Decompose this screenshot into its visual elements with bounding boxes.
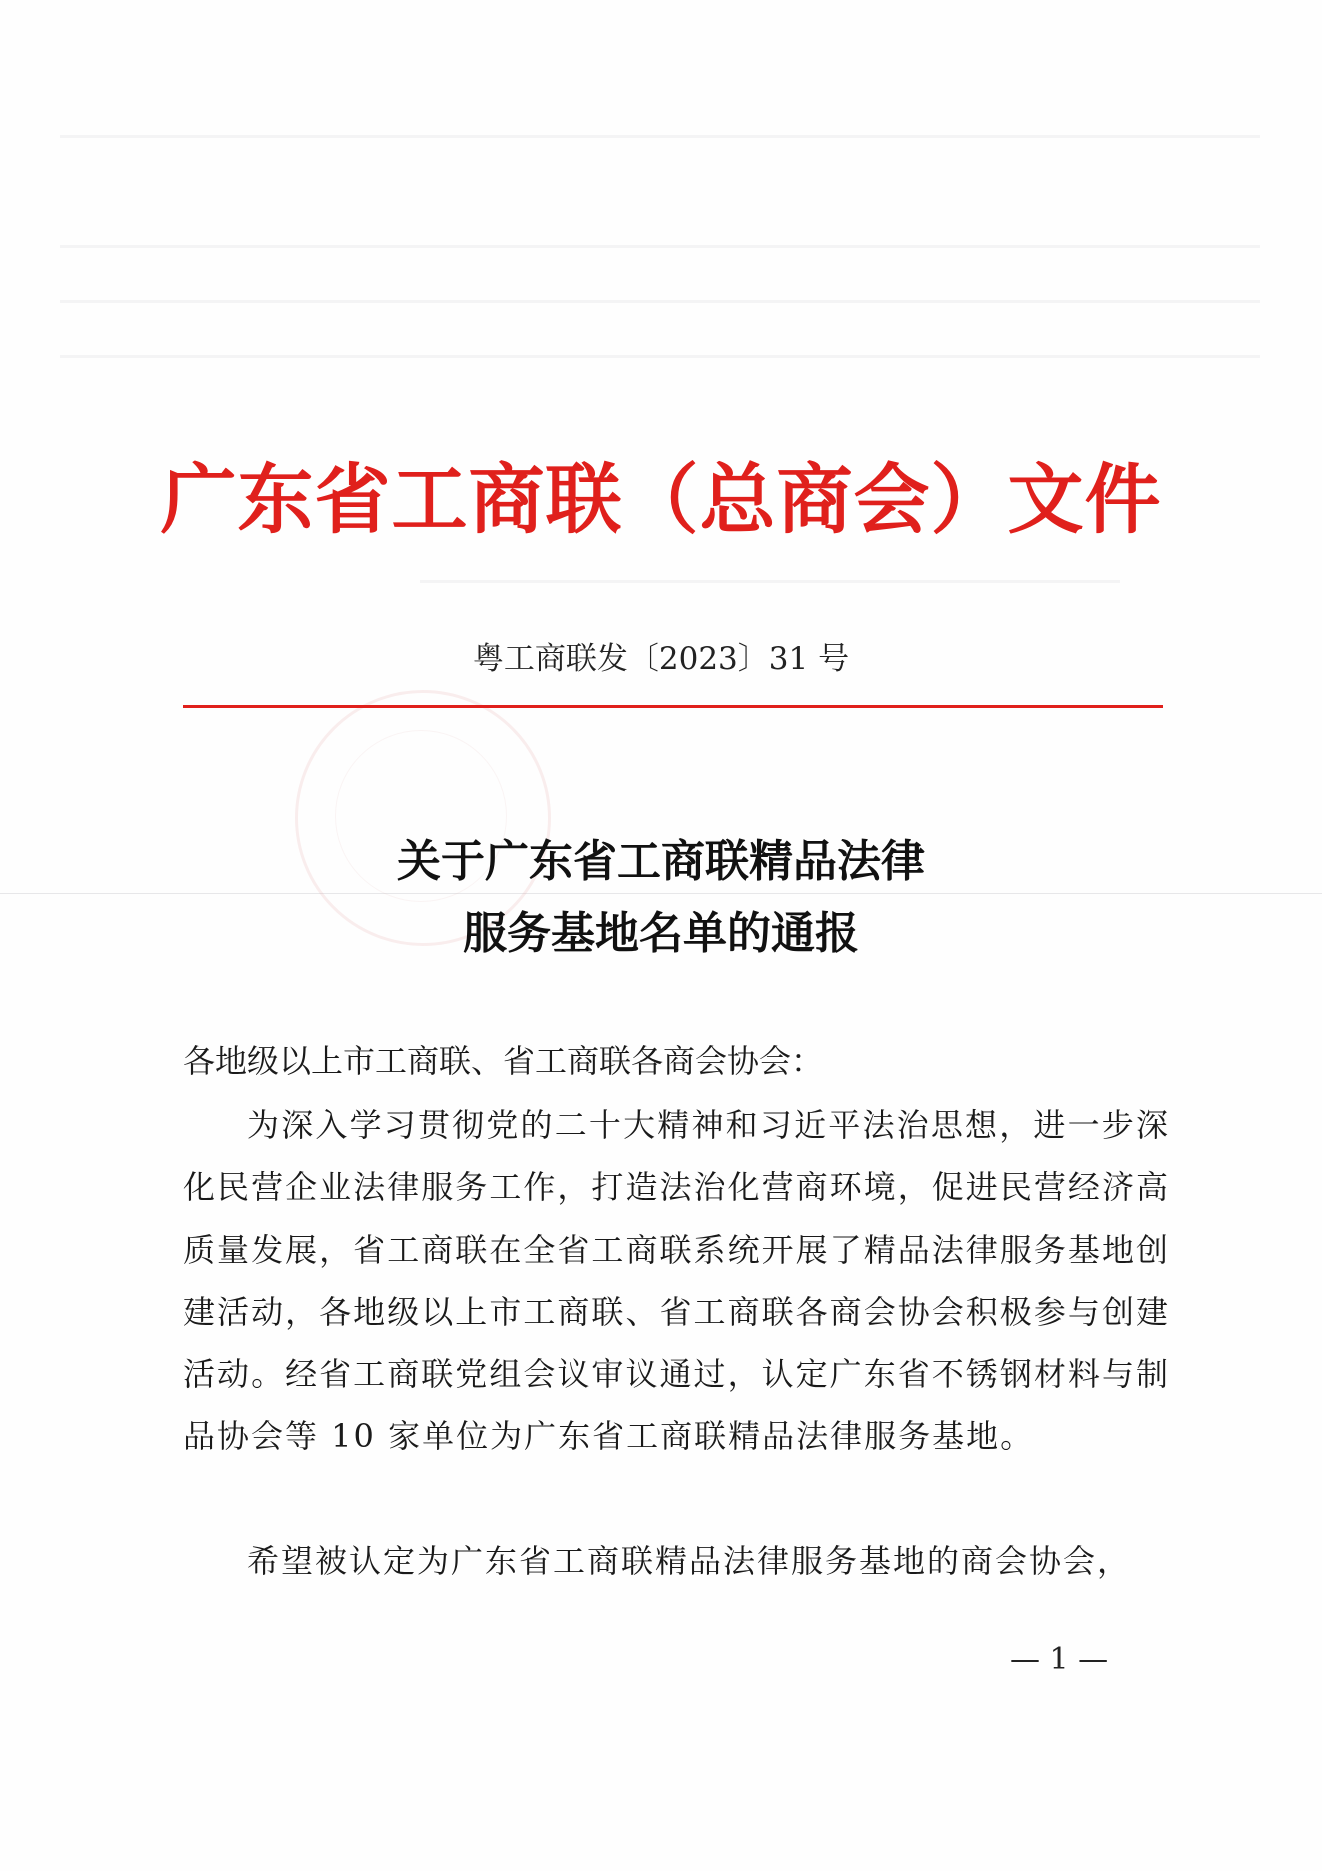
page-number: — 1 — — [1010, 1642, 1109, 1677]
body-paragraph: 希望被认定为广东省工商联精品法律服务基地的商会协会， — [247, 1542, 1132, 1580]
salutation: 各地级以上市工商联、省工商联各商会协会： — [183, 1042, 824, 1080]
document-number: 粤工商联发〔2023〕31 号 — [472, 641, 850, 677]
document-title-line-2: 服务基地名单的通报 — [463, 908, 859, 959]
document-title-line-1: 关于广东省工商联精品法律 — [397, 836, 925, 887]
scan-artifact — [420, 580, 1120, 583]
scan-artifact — [60, 355, 1260, 358]
body-paragraph: 为深入学习贯彻党的二十大精神和习近平法治思想，进一步深化民营企业法律服务工作，打造法治化营商环境，促进民营经济高质量发展，省工商联在全省工商联系统开展了精品法律服务基地创建活动，各地级以上市工商联、省工商联各商会协会积极参与创建活动。经省工商联党组会议审议通过，认定广东省不锈钢材料与制品协会等 10 家单位为广东省工商联精品法律服务基地。 — [183, 1106, 1170, 1456]
scan-artifact — [60, 135, 1260, 138]
issuer-title: 广东省工商联（总商会）文件 — [160, 455, 1162, 544]
scan-artifact — [60, 300, 1260, 303]
scan-artifact — [60, 245, 1260, 248]
document-title — [0, 826, 1322, 970]
red-divider-rule — [183, 705, 1163, 708]
